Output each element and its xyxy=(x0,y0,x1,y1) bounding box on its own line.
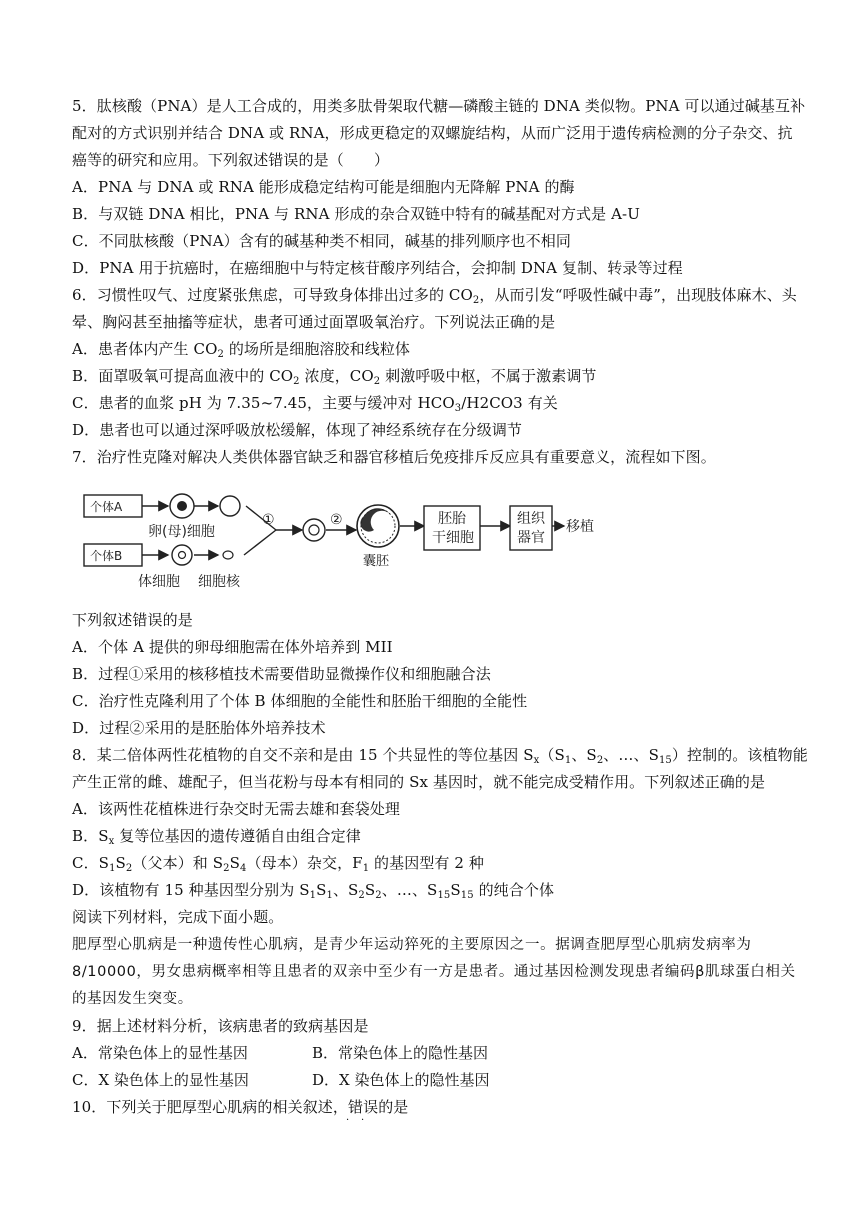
q8-stem-line-2: 产生正常的雌、雄配子，但当花粉与母本有相同的 Sx 基因时，就不能完成受精作用。下列叙述正确的是 xyxy=(72,773,766,791)
q9-option-c: C．X 染色体上的显性基因 xyxy=(72,1071,249,1089)
esc-label-2: 干细胞 xyxy=(432,530,474,546)
individual-a-label: 个体A xyxy=(90,500,123,514)
q7-option-d: D．过程②采用的是胚胎体外培养技术 xyxy=(72,719,326,737)
q7-ask: 下列叙述错误的是 xyxy=(72,611,193,629)
q5-option-b: B．与双链 DNA 相比，PNA 与 RNA 形成的杂合双链中特有的碱基配对方式是 A-U xyxy=(72,205,640,223)
q6-stem-line-2: 晕、胸闷甚至抽搐等症状，患者可通过面罩吸氧治疗。下列说法正确的是 xyxy=(72,313,556,331)
emphasis-dot: · xyxy=(346,1115,350,1126)
q5-option-d: D．PNA 用于抗癌时，在癌细胞中与特定核苷酸序列结合，会抑制 DNA 复制、转录等过程 xyxy=(72,259,683,277)
q8-stem-line-1: 8．某二倍体两性花植物的自交不亲和是由 15 个共显性的等位基因 $S_x(S_1$、$S_2$、…、$S_{15}$）控制的。该植物能 xyxy=(72,746,808,766)
nucleus-label: 细胞核 xyxy=(198,574,240,590)
q6-option-c: C．患者的血浆 pH 为 7.35~7.45，主要与缓冲对 $HCO_3/H2CO3$ 有关 xyxy=(72,394,558,414)
q6-option-a: A．患者体内产生 $CO_2$ 的场所是细胞溶胶和线粒体 xyxy=(72,340,411,360)
organ-label-2: 器官 xyxy=(517,530,545,546)
step-2-label: ② xyxy=(330,512,343,528)
q7-stem: 7．治疗性克隆对解决人类供体器官缺乏和器官移植后免疫排斥反应具有重要意义，流程如下图。 xyxy=(72,448,716,466)
material-intro: 阅读下列材料，完成下面小题。 xyxy=(72,908,284,926)
material-paragraph-line-2: 8/10000，男女患病概率相等且患者的双亲中至少有一方是患者。通过基因检测发现患者编码β肌球蛋白相关 xyxy=(72,964,796,980)
transplant-label: 移植 xyxy=(566,519,594,535)
emphasis-dot: · xyxy=(361,1115,365,1126)
oocyte-nucleus-shape xyxy=(177,501,187,511)
cloning-flow-diagram xyxy=(78,486,638,596)
esc-label-1: 胚胎 xyxy=(438,511,466,527)
material-paragraph-line-3: 的基因发生突变。 xyxy=(72,991,193,1007)
q9-option-a: A．常染色体上的显性基因 xyxy=(72,1044,248,1062)
nucleus-shape xyxy=(223,551,233,559)
q8-option-d: D．该植物有 15 种基因型分别为 $S_1S_1$、$S_2S_2$、…、$S_{15}S_{15}$ 的纯合个体 xyxy=(72,881,555,901)
oocyte-label: 卵(母)细胞 xyxy=(148,524,215,540)
q9-option-b: B．常染色体上的隐性基因 xyxy=(312,1044,489,1062)
q8-option-b: B．$S_x$ 复等位基因的遗传遵循自由组合定律 xyxy=(72,827,361,847)
q7-option-b: B．过程①采用的核移植技术需要借助显微操作仪和细胞融合法 xyxy=(72,665,491,683)
q6-option-b: B．面罩吸氧可提高血液中的 $CO_2$ 浓度，$CO_2$ 刺激呼吸中枢，不属于激素调节 xyxy=(72,367,597,387)
q9-stem: 9．据上述材料分析，该病患者的致病基因是 xyxy=(72,1017,369,1035)
organ-label-1: 组织 xyxy=(517,511,545,527)
blastocyst-label: 囊胚 xyxy=(363,554,390,569)
q5-stem-line-2: 配对的方式识别并结合 DNA 或 RNA，形成更稳定的双螺旋结构，从而广泛用于遗传病检测的分子杂交、抗 xyxy=(72,124,793,142)
q7-option-c: C．治疗性克隆利用了个体 B 体细胞的全能性和胚胎干细胞的全能性 xyxy=(72,692,528,710)
enucleated-oocyte-shape xyxy=(220,496,240,516)
q6-stem-line-1: 6．习惯性叹气、过度紧张焦虑，可导致身体排出过多的 $CO_2$，从而引发“呼吸性碱中毒”，出现肢体麻木、头 xyxy=(72,286,797,306)
material-paragraph-line-1: 肥厚型心肌病是一种遗传性心肌病，是青少年运动猝死的主要原因之一。据调查肥厚型心肌病发病率为 xyxy=(72,937,752,953)
somatic-cell-label: 体细胞 xyxy=(138,574,180,590)
individual-b-label: 个体B xyxy=(90,549,123,563)
q9-option-d: D．X 染色体上的隐性基因 xyxy=(312,1071,490,1089)
q6-option-d: D．患者也可以通过深呼吸放松缓解，体现了神经系统存在分级调节 xyxy=(72,421,523,439)
q8-option-a: A．该两性花植株进行杂交时无需去雄和套袋处理 xyxy=(72,800,401,818)
q7-option-a: A．个体 A 提供的卵母细胞需在体外培养到 MII xyxy=(72,638,393,656)
q5-option-a: A．PNA 与 DNA 或 RNA 能形成稳定结构可能是细胞内无降解 PNA 的酶 xyxy=(72,178,575,196)
q5-stem-line-3: 癌等的研究和应用。下列叙述错误的是（ ） xyxy=(72,151,390,169)
q5-option-c: C．不同肽核酸（PNA）含有的碱基种类不相同，碱基的排列顺序也不相同 xyxy=(72,232,571,250)
q5-stem-line-1: 5．肽核酸（PNA）是人工合成的，用类多肽骨架取代糖—磷酸主链的 DNA 类似物。PNA 可以通过碱基互补 xyxy=(72,97,806,115)
step-1-label: ① xyxy=(262,512,275,528)
q10-stem: 10．下列关于肥厚型心肌病的相关叙述，错误的是 xyxy=(72,1098,409,1116)
q8-option-c: C．$S_1S_2$（父本）和 $S_2S_4$（母本）杂交，$F_1$ 的基因型有 2 种 xyxy=(72,854,485,874)
